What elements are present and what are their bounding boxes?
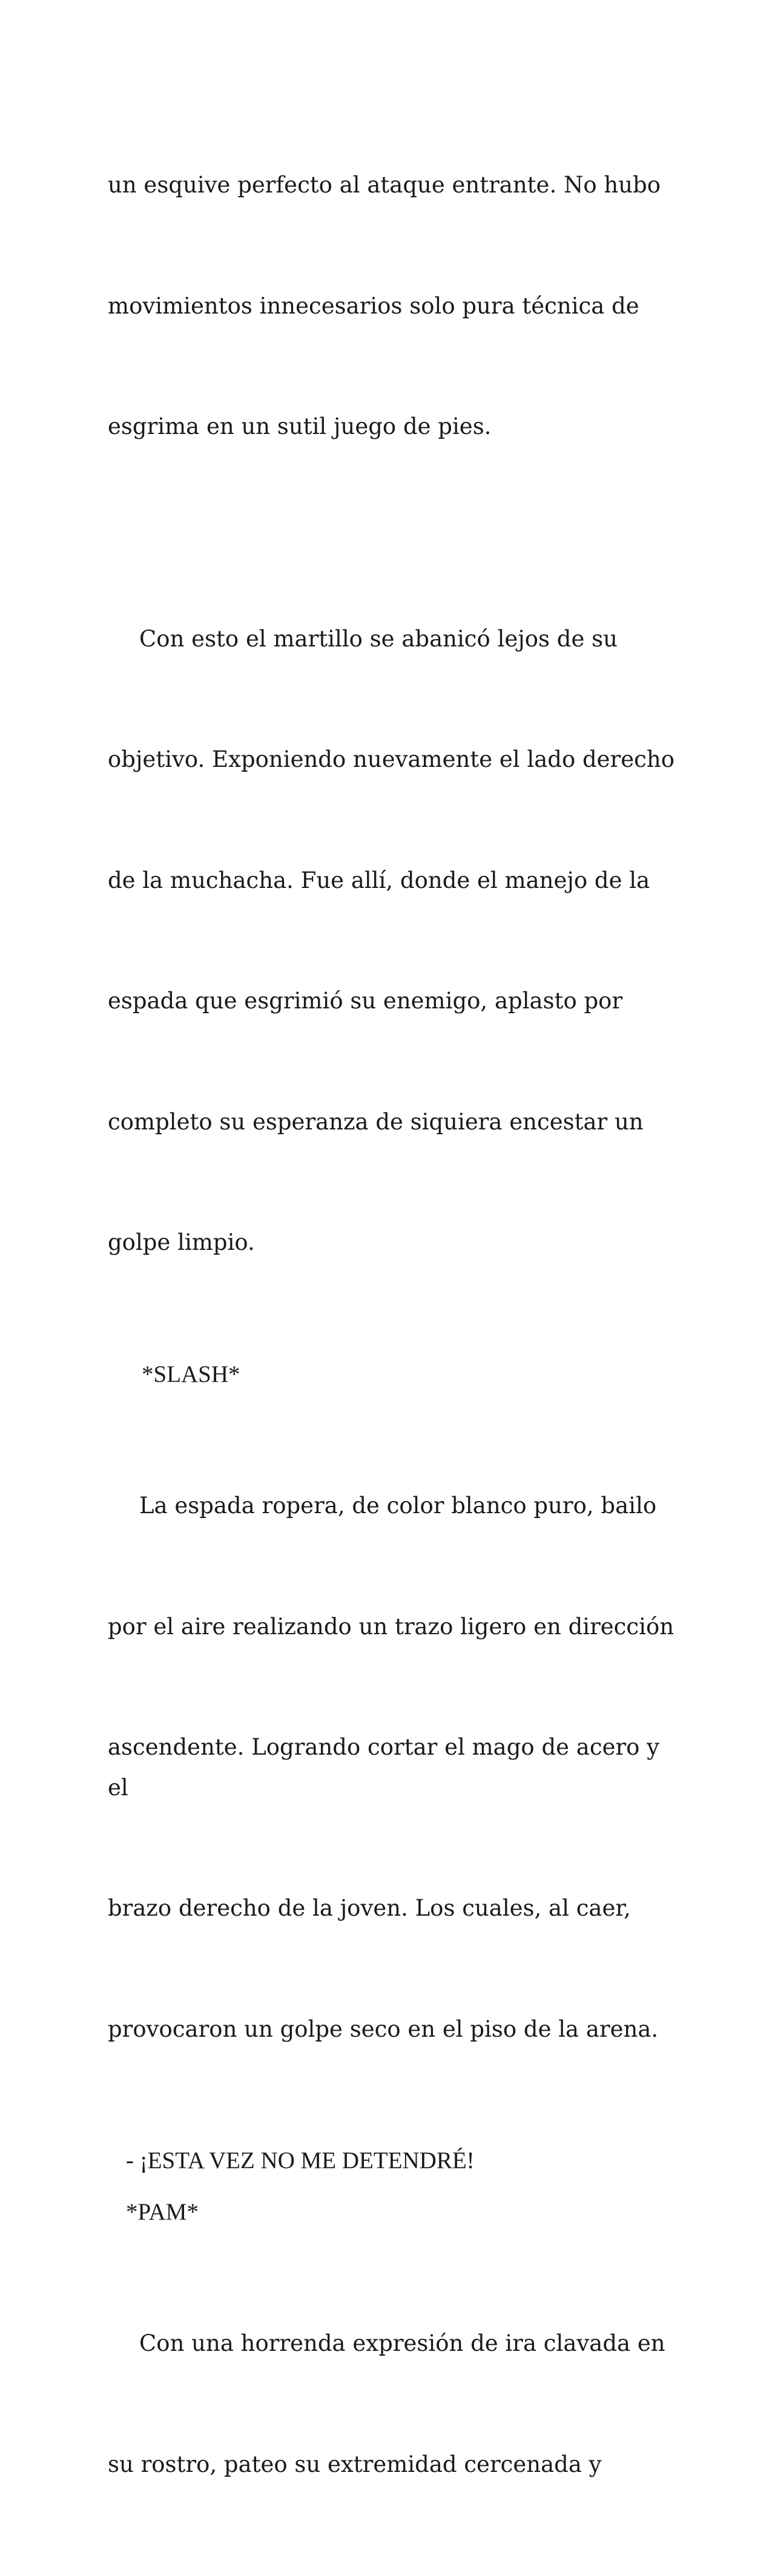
text-line: objetivo. Exponiendo nuevamente el lado derecho — [108, 746, 674, 772]
text-line: golpe limpio. — [108, 1229, 255, 1255]
text-line: ascendente. Logrando cortar el mago de acero y el — [108, 1734, 667, 1801]
text-line: provocaron un golpe seco en el piso de la arena. — [108, 2016, 659, 2042]
paragraph-2 — [108, 539, 677, 1344]
sound-effect-pam: *PAM* — [126, 2198, 199, 2225]
paragraph-3 — [108, 1405, 677, 2130]
text-line: Con esto el martillo se abanicó lejos de su — [139, 625, 618, 652]
text-line: un esquive perfecto al ataque entrante. No hubo — [108, 172, 661, 198]
sound-effect-slash: *SLASH* — [142, 1361, 240, 1387]
paragraph-1 — [108, 85, 677, 528]
dialogue-line: - ¡ESTA VEZ NO ME DETENDRÉ! — [126, 2147, 475, 2174]
text-line: movimientos innecesarios solo pura técnica de — [108, 292, 639, 319]
paragraph-4 — [108, 2243, 677, 2565]
text-line: esgrima en un sutil juego de pies. — [108, 413, 492, 439]
text-line: su rostro, pateo su extremidad cercenada y — [108, 2451, 602, 2477]
text-line: completo su esperanza de siquiera encestar un — [108, 1108, 644, 1135]
text-line: brazo derecho de la joven. Los cuales, al caer, — [108, 1895, 631, 1921]
text-line: de la muchacha. Fue allí, donde el manejo de la — [108, 867, 650, 893]
text-line: Con una horrenda expresión de ira clavada en — [139, 2330, 665, 2356]
text-line: por el aire realizando un trazo ligero en dirección — [108, 1613, 674, 1640]
text-line: La espada ropera, de color blanco puro, bailo — [139, 1493, 657, 1519]
text-line: espada que esgrimió su enemigo, aplasto por — [108, 988, 623, 1014]
body-text — [108, 85, 677, 2576]
